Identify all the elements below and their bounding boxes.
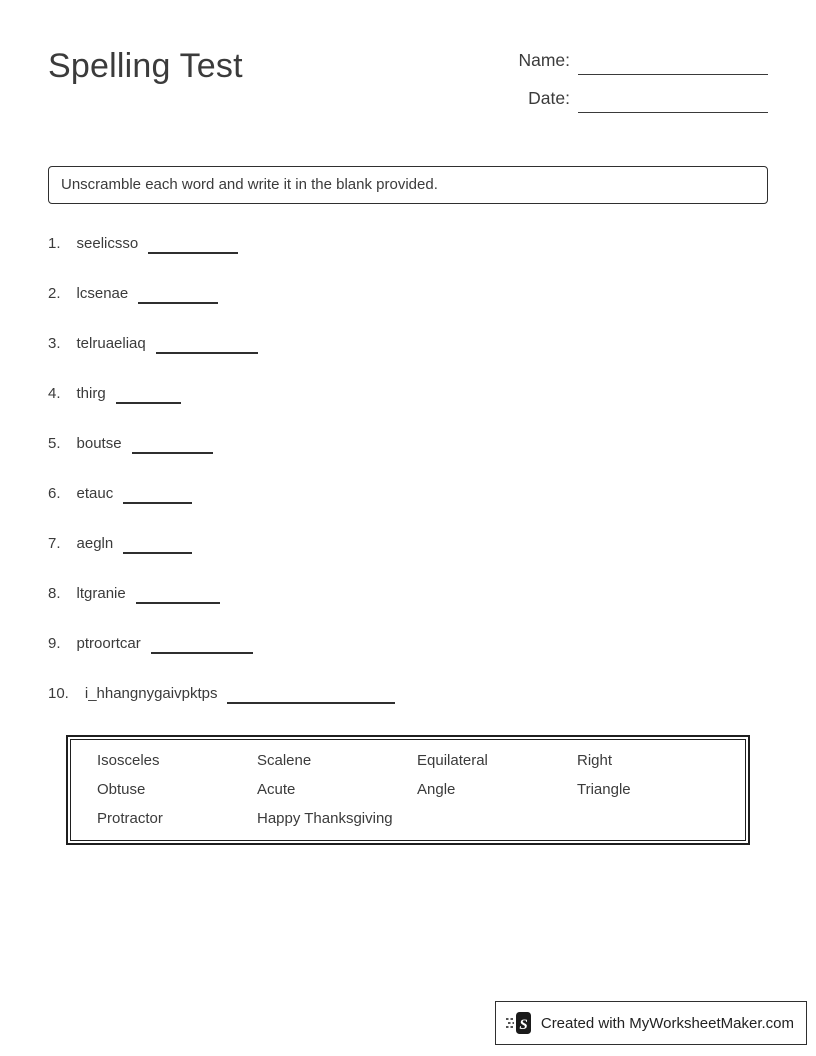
word-bank-item: Right	[577, 752, 613, 769]
answer-blank-line[interactable]	[132, 438, 213, 454]
name-row	[508, 50, 768, 71]
scrambled-word: ltgranie	[76, 585, 126, 602]
answer-blank-line[interactable]	[156, 338, 258, 354]
scrambled-word: i_hhangnygaivpktps	[84, 685, 218, 702]
word-bank-item: Acute	[257, 781, 296, 798]
word-bank-item: Protractor	[97, 810, 163, 827]
date-label: Date:	[528, 88, 570, 108]
question-number: 4.	[48, 385, 61, 402]
answer-blank-line[interactable]	[148, 238, 238, 254]
name-date-block	[508, 46, 768, 126]
questions-list	[48, 235, 768, 705]
word-bank-item: Angle	[417, 781, 456, 798]
date-input-line[interactable]	[578, 95, 768, 113]
date-row	[508, 88, 768, 109]
word-bank-item: Happy Thanksgiving	[257, 810, 393, 827]
question-row	[48, 585, 768, 605]
question-number: 5.	[48, 435, 61, 452]
answer-blank-line[interactable]	[227, 688, 395, 704]
word-bank-inner-border	[70, 739, 746, 841]
question-number: 9.	[48, 635, 61, 652]
question-row	[48, 335, 768, 355]
word-bank-grid	[97, 751, 745, 828]
header	[0, 0, 816, 126]
question-row	[48, 685, 768, 705]
answer-blank-line[interactable]	[123, 538, 192, 554]
question-row	[48, 435, 768, 455]
myworksheetmaker-logo-icon	[506, 1010, 533, 1036]
question-row	[48, 485, 768, 505]
svg-text:S: S	[519, 1017, 528, 1033]
question-row	[48, 535, 768, 555]
scrambled-word: seelicsso	[76, 235, 139, 252]
question-row	[48, 635, 768, 655]
scrambled-word: aegln	[76, 535, 114, 552]
instructions-text: Unscramble each word and write it in the blank provided.	[61, 176, 438, 193]
scrambled-word: lcsenae	[76, 285, 129, 302]
answer-blank-line[interactable]	[116, 388, 181, 404]
question-number: 7.	[48, 535, 61, 552]
question-number: 10.	[48, 685, 69, 702]
question-number: 2.	[48, 285, 61, 302]
scrambled-word: boutse	[76, 435, 122, 452]
answer-blank-line[interactable]	[138, 288, 218, 304]
word-bank	[66, 735, 750, 845]
word-bank-item: Isosceles	[97, 752, 160, 769]
page-title: Spelling Test	[48, 47, 243, 85]
scrambled-word: ptroortcar	[76, 635, 141, 652]
question-row	[48, 385, 768, 405]
answer-blank-line[interactable]	[151, 638, 253, 654]
scrambled-word: etauc	[76, 485, 114, 502]
answer-blank-line[interactable]	[123, 488, 192, 504]
question-row	[48, 235, 768, 255]
question-row	[48, 285, 768, 305]
instructions-box	[48, 166, 768, 204]
name-label: Name:	[518, 50, 570, 70]
word-bank-item: Equilateral	[417, 752, 488, 769]
question-number: 6.	[48, 485, 61, 502]
question-number: 3.	[48, 335, 61, 352]
word-bank-item: Scalene	[257, 752, 312, 769]
credit-text: Created with MyWorksheetMaker.com	[540, 1014, 794, 1032]
question-number: 8.	[48, 585, 61, 602]
question-number: 1.	[48, 235, 61, 252]
word-bank-item: Triangle	[577, 781, 631, 798]
word-bank-item: Obtuse	[97, 781, 146, 798]
scrambled-word: telruaeliaq	[76, 335, 146, 352]
answer-blank-line[interactable]	[136, 588, 220, 604]
credit-box	[495, 1001, 807, 1045]
name-input-line[interactable]	[578, 57, 768, 75]
scrambled-word: thirg	[76, 385, 106, 402]
